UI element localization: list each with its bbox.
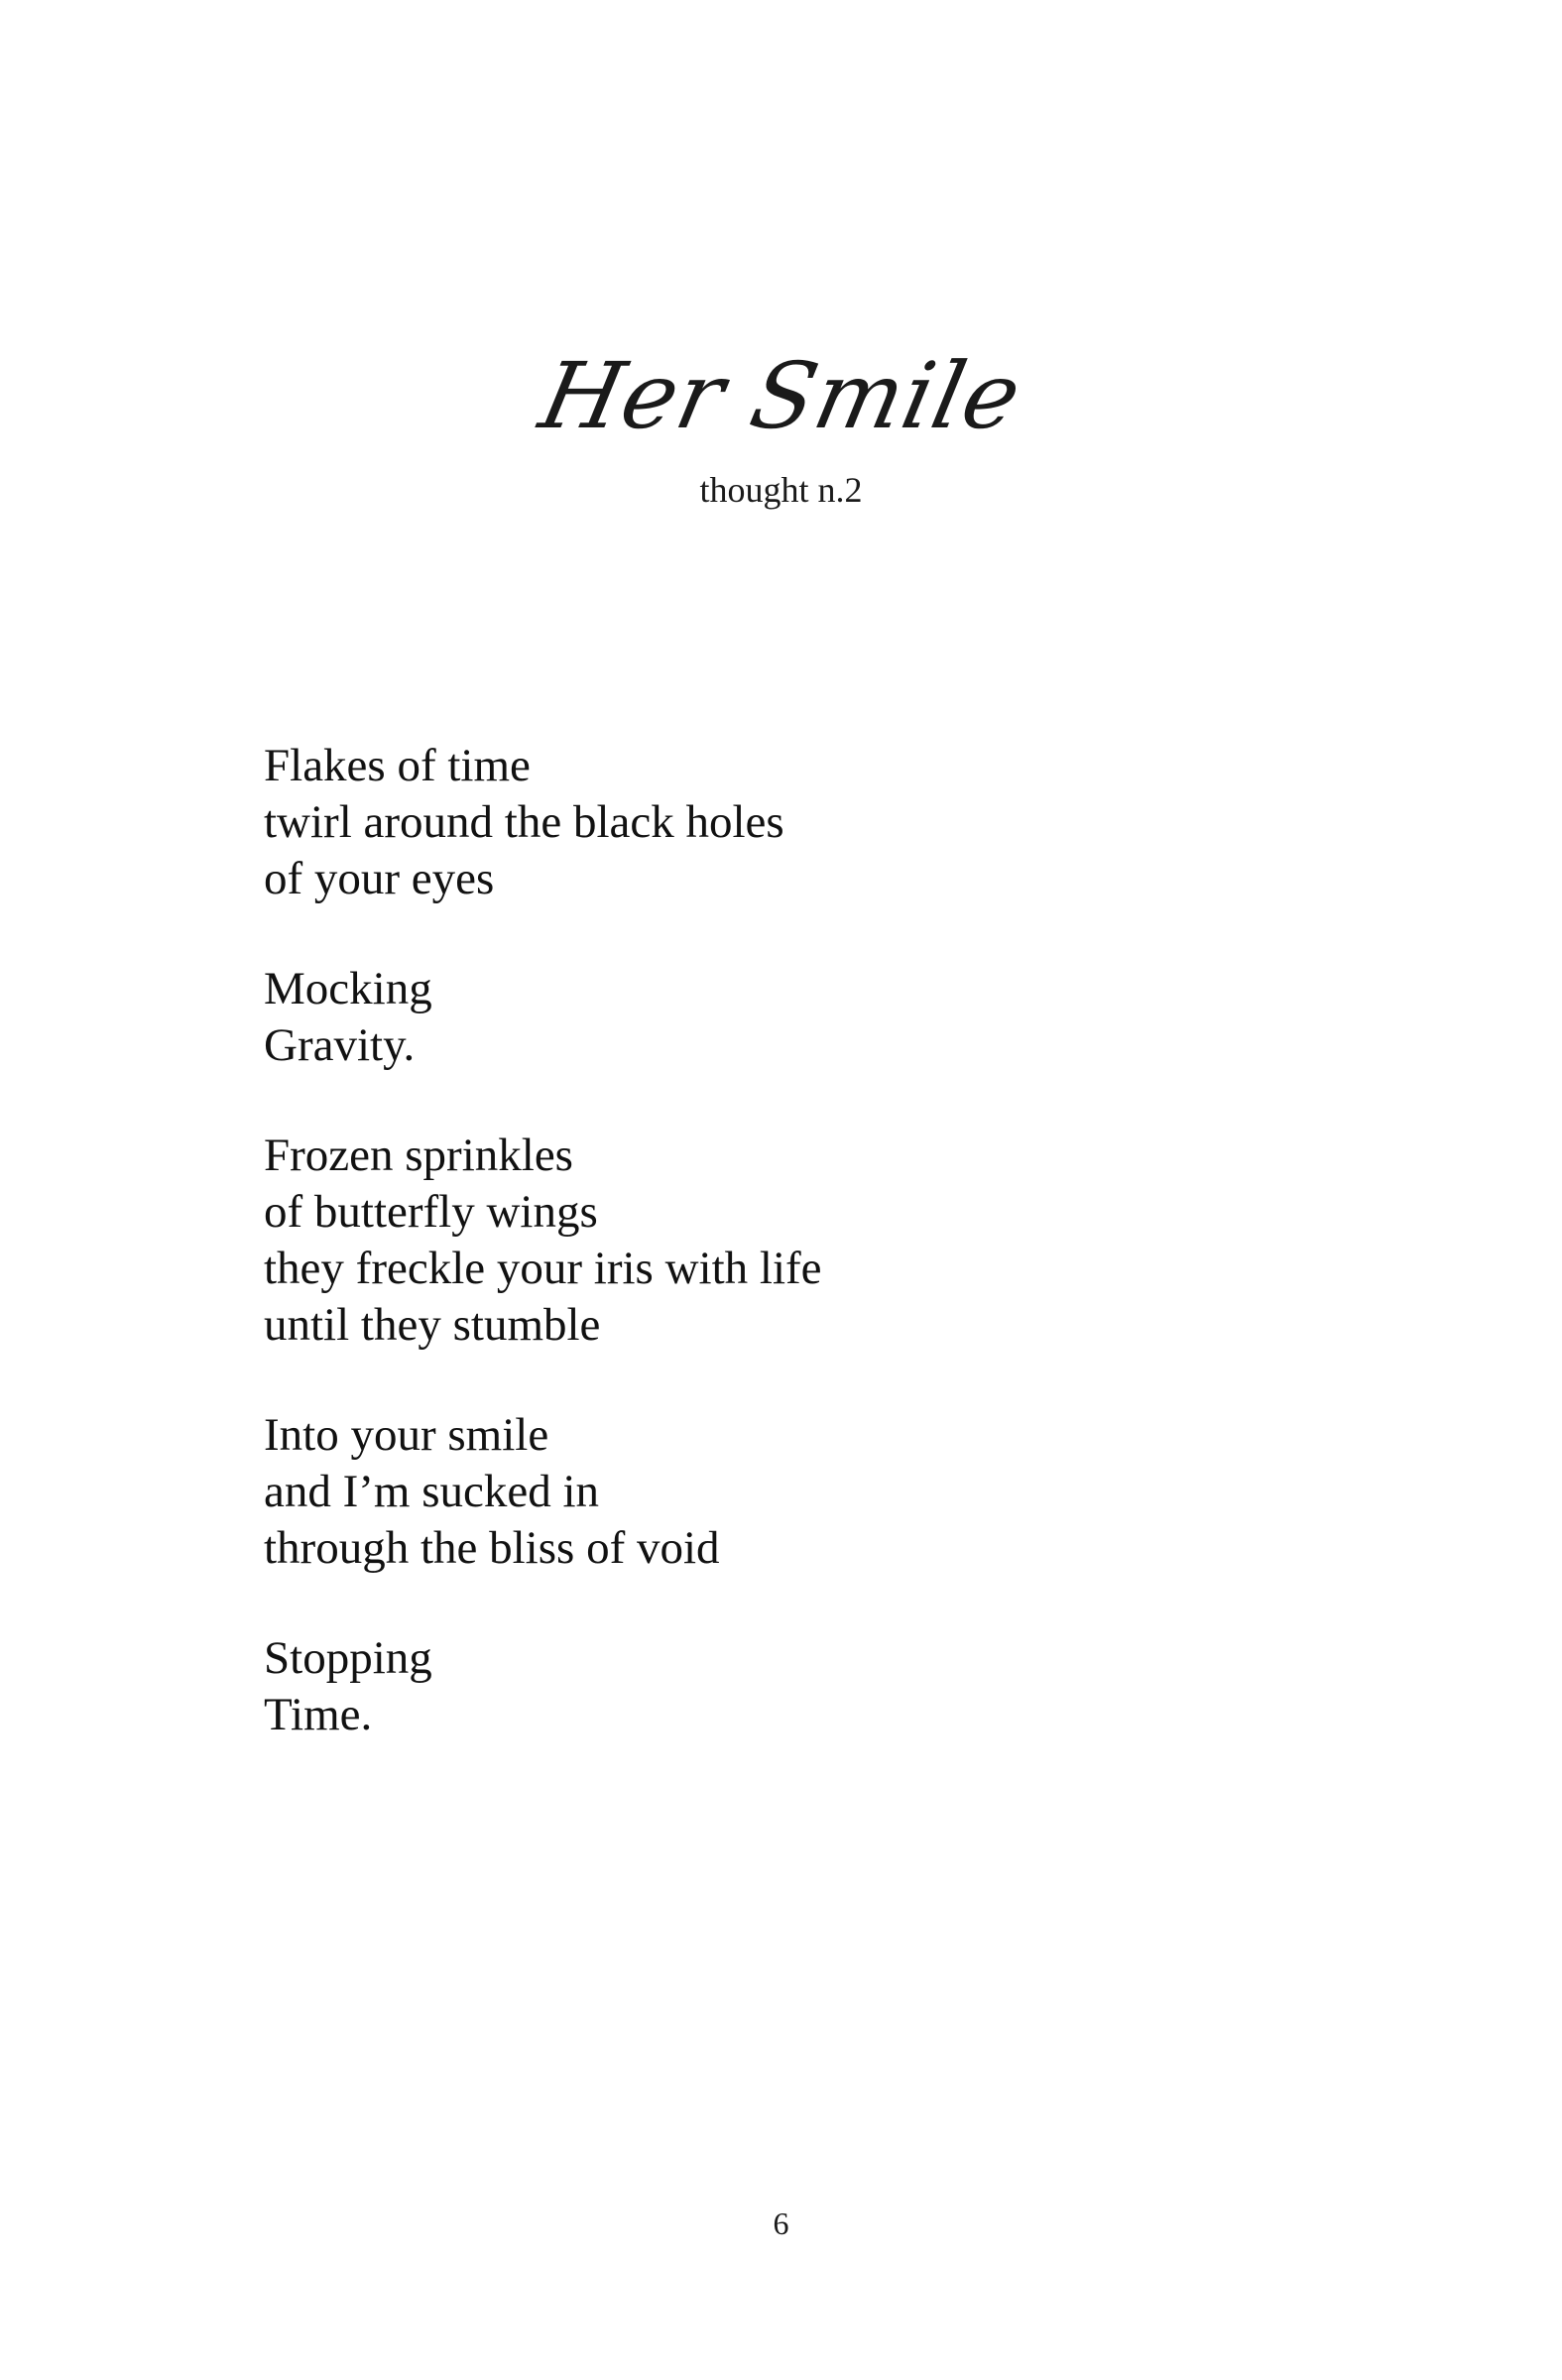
stanza bbox=[264, 1128, 1355, 1354]
poem-line: of butterfly wings bbox=[264, 1186, 598, 1238]
poem-line: twirl around the black holes bbox=[264, 796, 784, 848]
poem-line: Frozen sprinkles bbox=[264, 1130, 573, 1181]
poem-title: Her Smile bbox=[532, 343, 1031, 449]
poem-line: Time. bbox=[264, 1689, 373, 1740]
stanza bbox=[264, 1407, 1355, 1577]
page-number: 6 bbox=[773, 2205, 789, 2241]
poem-line: through the bliss of void bbox=[264, 1522, 720, 1574]
poem-line: they freckle your iris with life bbox=[264, 1243, 822, 1294]
stanza bbox=[264, 1630, 1355, 1743]
stanza bbox=[264, 738, 1355, 907]
poem-body bbox=[264, 738, 1355, 1797]
poem-line: Stopping bbox=[264, 1632, 432, 1684]
poem-line: until they stumble bbox=[264, 1299, 601, 1351]
poem-line: of your eyes bbox=[264, 853, 495, 904]
stanza bbox=[264, 961, 1355, 1074]
poem-line: Flakes of time bbox=[264, 740, 531, 791]
poem-subtitle: thought n.2 bbox=[699, 470, 863, 510]
poem-line: Mocking bbox=[264, 963, 432, 1014]
poem-line: Gravity. bbox=[264, 1019, 416, 1071]
poem-line: and I’m sucked in bbox=[264, 1466, 600, 1517]
poem-line: Into your smile bbox=[264, 1409, 549, 1461]
